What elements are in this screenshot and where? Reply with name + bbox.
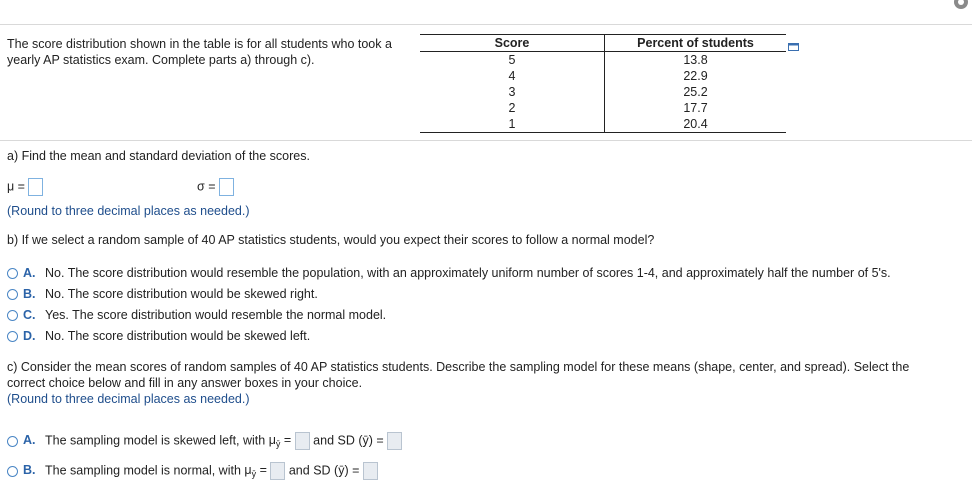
percent-cell: 17.7 [683,101,708,115]
top-divider [0,24,972,25]
score-cell: 2 [420,100,605,116]
option-a-sd-input[interactable] [387,432,402,450]
section-divider [0,140,972,141]
part-b-question: b) If we select a random sample of 40 AP statistics students, would you expect their scores to follow a normal model? [7,233,655,247]
intro-text: The score distribution shown in the table is for all students who took a yearly AP statistics exam. Complete parts a) through c). [7,37,392,67]
header-score: Score [420,35,605,51]
copy-table-icon[interactable] [788,40,799,48]
sd-ybar-label: (ȳ) = [358,433,384,448]
option-text: No. The score distribution would resemble the population, with an approximately uniform number of scores 1-4, and approximately half the number of 5's. [45,266,891,280]
percent-cell: 20.4 [683,117,708,131]
percent-cell: 25.2 [683,85,708,99]
radio-button[interactable] [7,268,18,279]
radio-button[interactable] [7,436,18,447]
sd-label: and SD [288,463,331,478]
score-cell: 3 [420,84,605,100]
table-row [420,100,786,116]
part-a-question: a) Find the mean and standard deviation of the scores. [7,149,310,163]
option-text: No. The score distribution would be skewed left. [45,329,311,343]
score-cell: 5 [420,52,605,68]
radio-button[interactable] [7,466,18,477]
part-b-option-b[interactable] [7,286,318,302]
header-percent: Percent of students [637,36,754,50]
option-letter: A. [23,433,36,448]
gear-icon[interactable] [950,0,972,14]
part-c-question-line2: correct choice below and fill in any answer boxes in your choice. [7,376,363,390]
mean-row [7,178,43,196]
option-b-mean-input[interactable] [270,462,285,480]
option-text: No. The score distribution would be skewed right. [45,287,318,301]
part-c-option-b[interactable] [7,462,378,478]
part-b-option-c[interactable] [7,307,386,323]
option-text: The sampling model is skewed left, with [45,433,266,448]
radio-button[interactable] [7,289,18,300]
sd-input[interactable] [219,178,234,196]
score-cell: 4 [420,68,605,84]
score-table [420,34,786,133]
sigma-label: σ = [197,179,216,194]
option-letter: B. [23,287,36,301]
table-row [420,116,786,132]
part-c-option-a[interactable] [7,432,402,448]
percent-cell: 22.9 [683,69,708,83]
radio-button[interactable] [7,310,18,321]
option-text: Yes. The score distribution would resemble the normal model. [45,308,387,322]
table-row [420,84,786,100]
table-row [420,52,786,68]
part-a-hint: (Round to three decimal places as needed.) [7,204,250,218]
mu-ybar-label: $\mu_ȳ$ = [244,463,267,480]
option-text: The sampling model is normal, with [45,463,241,478]
mu-label: μ = [7,179,25,194]
score-cell: 1 [420,116,605,132]
option-letter: B. [23,463,36,478]
sd-ybar-label: (ȳ) = [334,463,360,478]
part-c-question-line1: c) Consider the mean scores of random samples of 40 AP statistics students. Describe the sampling model for these means (shape, center, and spread). Select the [7,360,910,374]
sd-label: and SD [313,433,355,448]
option-letter: A. [23,266,36,280]
part-c-hint: (Round to three decimal places as needed.) [7,392,250,406]
table-body [420,52,786,133]
part-b-option-d[interactable] [7,328,310,344]
mu-ybar-label: $\mu_ȳ$ = [268,433,292,450]
radio-button[interactable] [7,331,18,342]
option-b-sd-input[interactable] [363,462,378,480]
mean-input[interactable] [28,178,43,196]
part-b-option-a[interactable] [7,265,891,281]
table-row [420,68,786,84]
option-letter: C. [23,308,36,322]
table-header [420,34,786,52]
option-letter: D. [23,329,36,343]
sd-row [197,178,234,196]
option-a-mean-input[interactable] [295,432,310,450]
percent-cell: 13.8 [683,53,708,67]
